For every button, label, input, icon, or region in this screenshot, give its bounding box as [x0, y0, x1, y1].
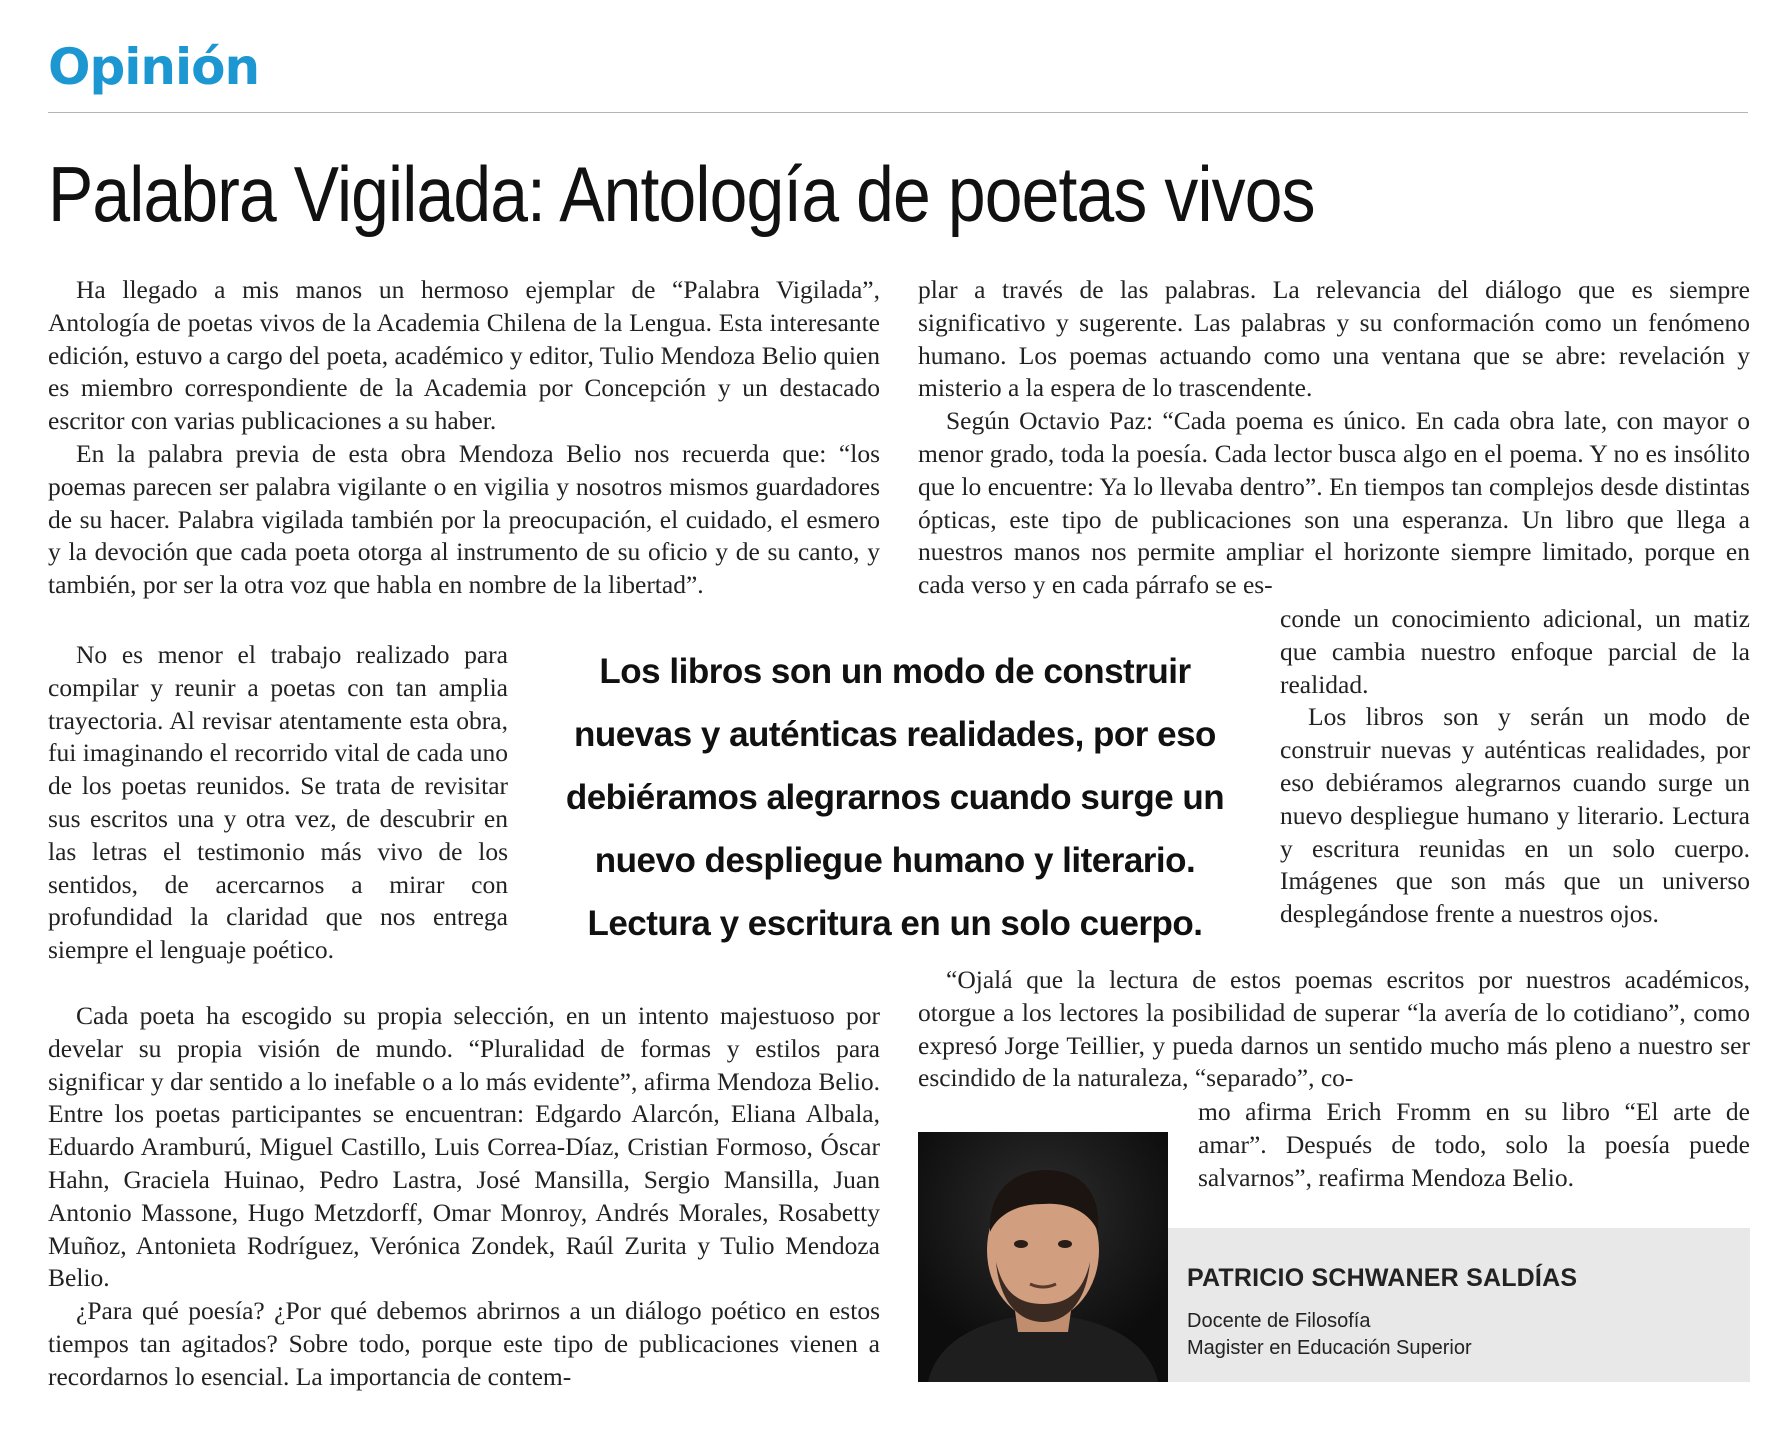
article-column-2-middle [1280, 603, 1750, 931]
article-column-2-top [918, 274, 1750, 602]
article-column-2-lower [918, 964, 1750, 1095]
section-title: Opinión [48, 38, 260, 96]
article-column-1-bottom [48, 1000, 880, 1394]
header-divider [48, 112, 1748, 113]
paragraph: Cada poeta ha escogido su propia selección, en un intento majestuoso por develar su propia visión de mundo. “Pluralidad de formas y estilos para significar y dar sentido a lo inefable o a lo más evidente”, afirma Mendoza Belio. Entre los poetas participantes se encuentran: Edgardo Alarcón, Eliana Albala, Eduardo Aramburú, Miguel Castillo, Luis Correa-Díaz, Cristian Formoso, Óscar Hahn, Graciela Huinao, Pedro Lastra, José Mansilla, Sergio Mansilla, Juan Antonio Massone, Hugo Metzdorff, Omar Monroy, Andrés Morales, Rosabetty Muñoz, Antonieta Rodríguez, Verónica Zondek, Raúl Zurita y Tulio Mendoza Belio. [48, 1001, 880, 1293]
author-photo [918, 1132, 1168, 1382]
article-column-1-middle [48, 639, 508, 967]
author-role [1187, 1308, 1472, 1362]
paragraph: ¿Para qué poesía? ¿Por qué debemos abrirnos a un diálogo poético en estos tiempos tan agitados? Sobre todo, porque este tipo de publicaciones vienen a recordarnos lo esencial. La importancia de contem- [48, 1296, 880, 1391]
paragraph: plar a través de las palabras. La relevancia del diálogo que es siempre significativo y sugerente. Las palabras y su conformación como un fenómeno humano. Los poemas actuando como una ventana que se abre: revelación y misterio a la espera de lo trascendente. [918, 275, 1750, 403]
paragraph: Los libros son y serán un modo de construir nuevas y auténticas realidades, por eso debiéramos alegrarnos cuando surge un nuevo despliegue humano y literario. Lectura y escritura reunidas en un solo cuerpo. Imágenes que son más que un universo desplegándose frente a nuestros ojos. [1280, 702, 1750, 929]
author-role-line: Docente de Filosofía [1187, 1310, 1371, 1332]
author-role-line: Magister en Educación Superior [1187, 1337, 1472, 1359]
article-column-2-bottom [1198, 1096, 1750, 1194]
person-portrait-icon [918, 1132, 1168, 1382]
pull-quote: Los libros son un modo de construir nuevas y auténticas realidades, por eso debiéramos alegrarnos cuando surge un nuevo despliegue humano y literario. Lectura y escritura en un solo cuerpo. [565, 652, 1225, 943]
article-column-1-top [48, 274, 880, 602]
author-name: PATRICIO SCHWANER SALDÍAS [1187, 1264, 1578, 1292]
paragraph: “Ojalá que la lectura de estos poemas escritos por nuestros académicos, otorgue a los lectores la posibilidad de superar “la avería de lo cotidiano”, como expresó Jorge Teillier, y pueda darnos un sentido mucho más pleno a nuestro ser escindido de la naturaleza, “separado”, co- [918, 965, 1750, 1093]
paragraph: mo afirma Erich Fromm en su libro “El arte de amar”. Después de todo, solo la poesía puede salvarnos”, reafirma Mendoza Belio. [1198, 1097, 1750, 1192]
paragraph: En la palabra previa de esta obra Mendoza Belio nos recuerda que: “los poemas parecen ser palabra vigilante o en vigilia y nosotros mismos guardadores de su hacer. Palabra vigilada también por la preocupación, el cuidado, el esmero y la devoción que cada poeta otorga al instrumento de su oficio y de su canto, y también, por ser la otra voz que habla en nombre de la libertad”. [48, 438, 880, 600]
paragraph: No es menor el trabajo realizado para compilar y reunir a poetas con tan amplia trayectoria. Al revisar atentamente esta obra, fui imaginando el recorrido vital de cada uno de los poetas reunidos. Se trata de revisitar sus escritos una y otra vez, de descubrir en las letras el testimonio más vivo de los sentidos, de acercarnos a mirar con profundidad la claridad que nos entrega siempre el lenguaje poético. [48, 640, 508, 965]
paragraph: Ha llegado a mis manos un hermoso ejemplar de “Palabra Vigilada”, Antología de poetas vivos de la Academia Chilena de la Lengua. Esta interesante edición, estuvo a cargo del poeta, académico y editor, Tulio Mendoza Belio quien es miembro correspondiente de la Academia por Concepción y un destacado escritor con varias publicaciones a su haber. [48, 275, 880, 436]
paragraph: conde un conocimiento adicional, un matiz que cambia nuestro enfoque parcial de la realidad. [1280, 604, 1750, 699]
paragraph: Según Octavio Paz: “Cada poema es único. En cada obra late, con mayor o menor grado, toda la poesía. Cada lector busca algo en el poema. Y no es insólito que lo encuentre: Ya lo llevaba dentro”. En tiempos tan complejos desde distintas ópticas, este tipo de publicaciones son una esperanza. Un libro que llega a nuestros manos nos permite ampliar el horizonte siempre limitado, porque en cada verso y en cada párrafo se es- [918, 406, 1750, 600]
headline: Palabra Vigilada: Antología de poetas vivos [48, 150, 1315, 238]
